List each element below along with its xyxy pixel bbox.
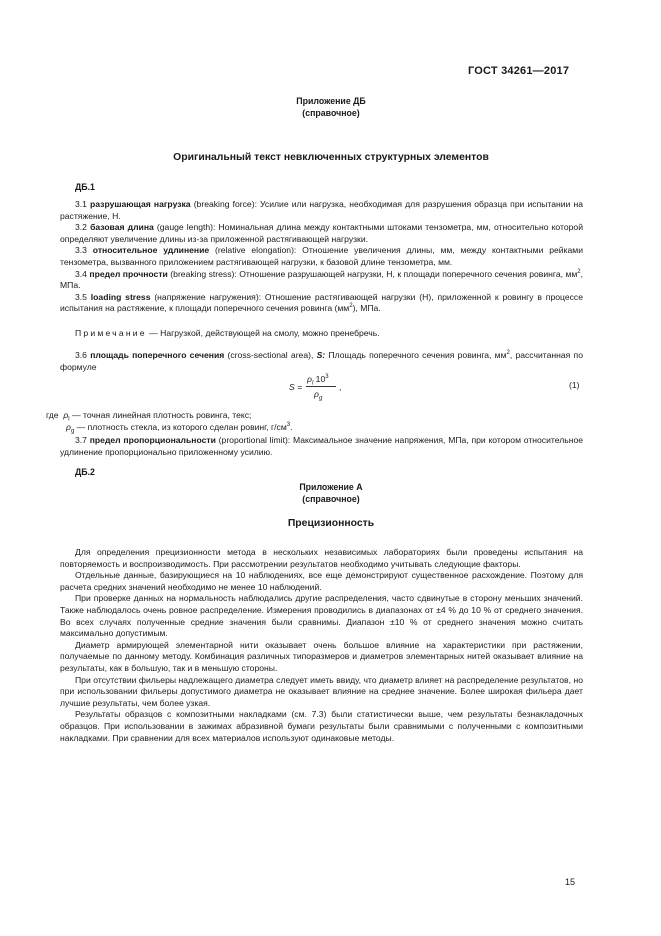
term: площадь поперечного сечения	[90, 350, 225, 360]
precision-paragraph: Отдельные данные, базирующиеся на 10 наблюдениях, все еще демонстрируют существенное расхождение. Поэтому для расчета средних значений необходимо не менее 10 наблюдений.	[60, 570, 583, 592]
where-rho-g-line: $\rho_g$ — плотность стекла, из которого сделан ровинг, $г/см^3$.	[66, 422, 293, 435]
term: loading stress	[90, 291, 151, 302]
term: предел пропорциональности	[89, 435, 216, 445]
where-rho-l-line: где $\rho_l$ — точная линейная плотность ровинга, текс;	[46, 410, 252, 423]
definition-3-2: 3.2 базовая длина (gauge length): Номинальная длина между контактными штоками тензометра, мм, относительно которой определяют увеличение длины из-за приложенной растягивающей нагрузки.	[60, 222, 583, 244]
definition-3-7-block	[60, 435, 583, 458]
note-block	[60, 328, 583, 340]
formula-1	[0, 374, 661, 404]
precision-paragraph: Результаты образцов с композитными накладками (см. 7.3) были статистически выше, чем результаты безнакладочных образцов. При использовании в зажимах абразивной бумаги результаты были сравнимыми с полученными с композитными накладками. При сравнении для всех материалов используют одинаковые методы.	[60, 709, 583, 743]
definition-3-1: 3.1 разрушающая нагрузка (breaking force): Усилие или нагрузка, необходимая для разрушения образца при испытании на растяжение, Н.	[60, 199, 584, 221]
section-db1-label: ДБ.1	[75, 182, 95, 192]
definition-3-6: 3.6 площадь поперечного сечения (cross-sectional area), S: Площадь поперечного сечения ровинга, $мм^2$, рассчитанная по формуле	[60, 350, 583, 372]
term: относительное удлинение	[92, 245, 210, 256]
appendix-db-title: Приложение ДБ	[296, 96, 366, 106]
precision-paragraph: При отсутствии фильеры надлежащего диаметра следует иметь ввиду, что диаметр влияет на распределение результатов, но при использовании фильеры допустимого диаметра не оказывает влияние на среднее значение. Более широкая фильера дает лучшие результаты, чем более узкая.	[60, 674, 583, 708]
page-number: 15	[565, 877, 576, 887]
standard-number: ГОСТ 34261—2017	[468, 65, 570, 77]
precision-text-block	[60, 547, 583, 744]
formula-denominator: $\rho_g$	[314, 389, 323, 402]
note-label: Примечание	[75, 328, 147, 338]
appendix-a-heading: Прецизионность	[287, 518, 375, 529]
definition-3-4: 3.4 предел прочности (breaking stress): Отношение разрушающей нагрузки, Н, к площади поперечного сечения ровинга, $мм^2$, МПа.	[60, 268, 583, 291]
section-db2-label: ДБ.2	[75, 467, 95, 477]
definition-3-5: 3.5 loading stress (напряжение нагружения): Отношение растягивающей нагрузки (Н), приложенной к ровингу в процессе испытания на растяжение, к площади поперечного сечения ровинга $(мм^2)$, МПа.	[60, 291, 583, 314]
db1-definitions-block	[60, 199, 583, 315]
appendix-a-title: Приложение А	[299, 482, 363, 492]
fraction-line	[306, 386, 336, 387]
note-paragraph: Примечание — Нагрузкой, действующей на смолу, можно пренебречь.	[75, 328, 380, 338]
definition-3-7: 3.7 предел пропорциональности (proportional limit): Максимальное значение напряжения, МПа, при котором относительное удлинение пропорционально приложенному усилию.	[60, 435, 584, 457]
definition-3-6-block	[60, 350, 583, 373]
formula-numerator: $\rho_l$ $10^3$	[307, 374, 329, 387]
appendix-a-subtitle: (справочное)	[302, 494, 360, 504]
term: разрушающая нагрузка	[90, 199, 191, 209]
formula-lhs: S =	[289, 382, 303, 392]
precision-paragraph: Для определения прецизионности метода в нескольких независимых лабораториях были проведены испытания на повторяемость и воспроизводимость. При рассмотрении результатов необходимо учитывать следующие факторы.	[60, 547, 583, 569]
definition-3-3: 3.3 относительное удлинение (relative elongation): Отношение увеличения длины, мм, между контактными рейками тензометра, вызванного приложением растягивающей нагрузки, к базовой длине тензометра, мм.	[60, 245, 583, 267]
precision-paragraph: Диаметр армирующей элементарной нити оказывает очень большое влияние на характеристики при растяжении, получаемые по данному методу. Комбинация различных типоразмеров и диаметров элементарных нитей оказывает влияние на результаты, как в большую, так и в меньшую стороны.	[60, 639, 583, 673]
term: предел прочности	[89, 268, 168, 279]
precision-paragraph: При проверке данных на нормальность наблюдались другие распределения, часто сдвинутые в сторону меньших значений. Также наблюдалось очень ровное распределение. Измерения проводились в диапазонах от ±4 % до 10 % от среднего значения. Во всех случаях полученные средние значения были сравнимы. Диапазон ±10 % от среднего значения можно считать максимально допустимым.	[60, 593, 583, 639]
appendix-db-heading: Оригинальный текст невключенных структурных элементов	[173, 152, 489, 163]
term: базовая длина	[90, 222, 154, 233]
formula-comma: ,	[339, 382, 342, 392]
appendix-db-subtitle: (справочное)	[302, 108, 360, 118]
formula-number: (1)	[569, 380, 580, 390]
